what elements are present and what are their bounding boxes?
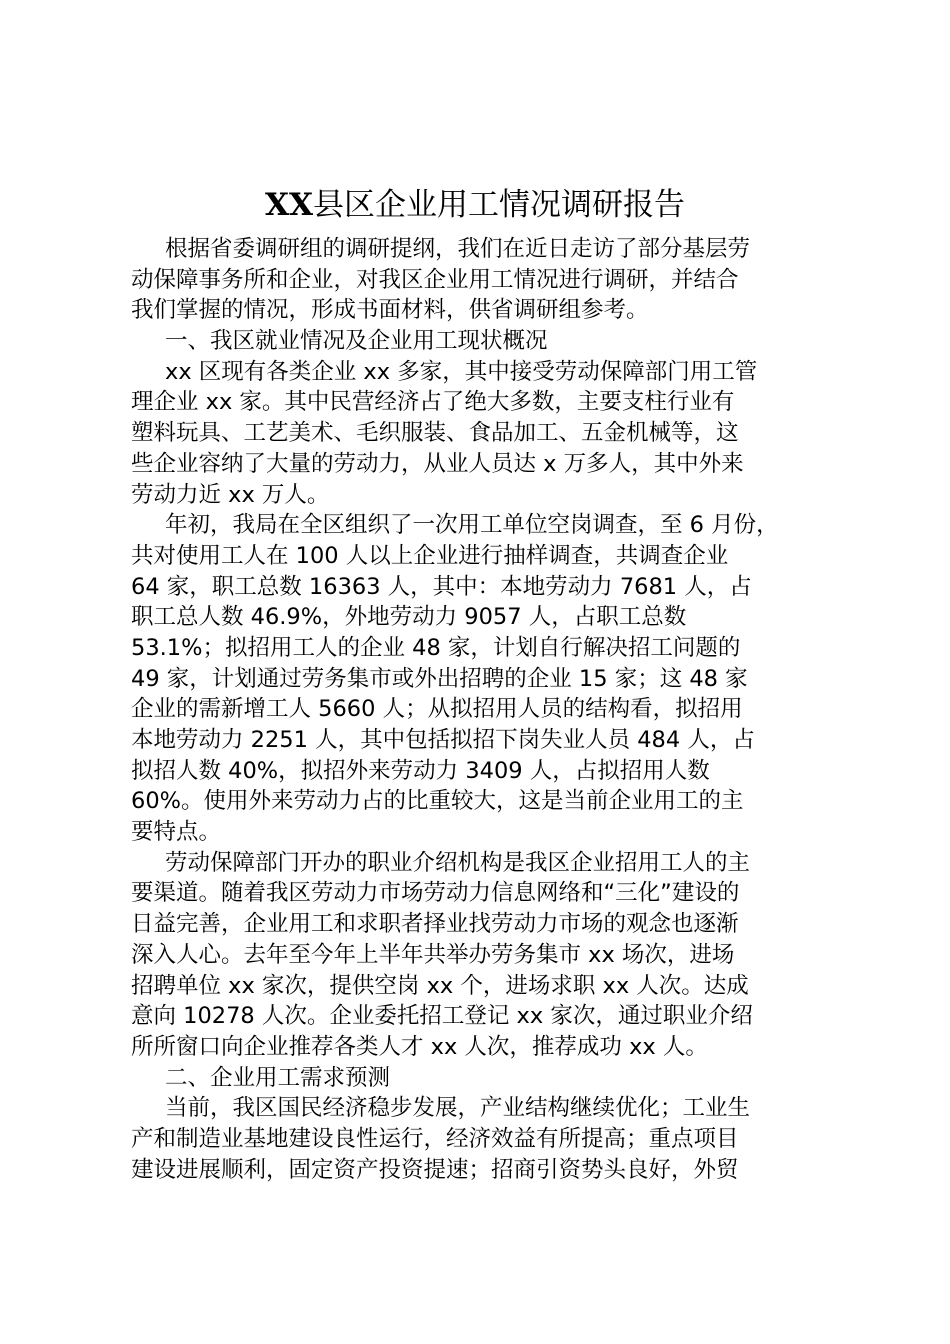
body-text-line: 要特点。 — [131, 819, 222, 846]
body-text-line: 我们掌握的情况，形成书面材料，供省调研组参考。 — [131, 297, 649, 324]
body-text-line: 49 家，计划通过劳务集市或外出招聘的企业 15 家；这 48 家 — [131, 665, 748, 692]
body-text-line: 塑料玩具、工艺美术、毛织服装、食品加工、五金机械等，这 — [131, 420, 739, 447]
body-text-line: 企业的需新增工人 5660 人；从拟招用人员的结构看，拟招用 — [131, 696, 743, 723]
body-text-line: 当前，我区国民经济稳步发展，产业结构继续优化；工业生 — [165, 1095, 751, 1122]
body-text-line: 根据省委调研组的调研提纲，我们在近日走访了部分基层劳 — [165, 236, 751, 262]
body-text-line: 建设进展顺利，固定资产投资提速；招商引资势头良好，外贸 — [131, 1156, 739, 1183]
body-text-line: 招聘单位 xx 家次，提供空岗 xx 个，进场求职 xx 人次。达成 — [131, 972, 749, 999]
body-text-line: 60%。使用外来劳动力占的比重较大，这是当前企业用工的主 — [131, 788, 744, 815]
body-text-line: 所所窗口向企业推荐各类人才 xx 人次，推荐成功 xx 人。 — [131, 1033, 708, 1060]
body-text-line: 共对使用工人在 100 人以上企业进行抽样调查，共调查企业 — [131, 542, 729, 569]
body-text-line: 年初，我局在全区组织了一次用工单位空岗调查，至 6 月份， — [165, 512, 779, 539]
body-text-line: 职工总人数 46.9%，外地劳动力 9057 人，占职工总数 — [131, 604, 687, 631]
body-text-line: 产和制造业基地建设良性运行，经济效益有所提高；重点项目 — [131, 1125, 739, 1152]
body-text-line: 53.1%；拟招用工人的企业 48 家，计划自行解决招工问题的 — [131, 634, 741, 661]
document-body — [131, 234, 851, 1185]
body-text-line: xx 区现有各类企业 xx 多家，其中接受劳动保障部门用工管 — [165, 358, 758, 385]
body-text-line: 二、企业用工需求预测 — [165, 1064, 391, 1091]
body-text-line: 日益完善，企业用工和求职者择业找劳动力市场的观念也逐渐 — [131, 911, 739, 938]
document-title-text: 县区企业用工情况调研报告 — [313, 187, 686, 223]
body-text-line: 要渠道。随着我区劳动力市场劳动力信息网络和“三化”建设的 — [131, 880, 740, 907]
document-title-prefix: XX — [264, 187, 314, 223]
body-text-line: 拟招人数 40%，拟招外来劳动力 3409 人，占拟招用人数 — [131, 757, 710, 784]
body-text-line: 些企业容纳了大量的劳动力，从业人员达 x 万多人，其中外来 — [131, 450, 744, 477]
body-text-line: 劳动力近 xx 万人。 — [131, 481, 330, 508]
body-text-line: 本地劳动力 2251 人，其中包括拟招下岗失业人员 484 人，占 — [131, 727, 755, 753]
body-text-line: 一、我区就业情况及企业用工现状概况 — [165, 328, 548, 355]
body-text-line: 劳动保障部门开办的职业介绍机构是我区企业招用工人的主 — [165, 849, 751, 876]
body-text-line: 意向 10278 人次。企业委托招工登记 xx 家次，通过职业介绍 — [131, 1003, 753, 1030]
document-title — [0, 183, 950, 227]
body-text-line: 理企业 xx 家。其中民营经济占了绝大多数，主要支柱行业有 — [131, 389, 735, 416]
body-text-line: 64 家，职工总数 16363 人，其中：本地劳动力 7681 人，占 — [131, 573, 752, 600]
body-text-line: 深入人心。去年至今年上半年共举办劳务集市 xx 场次，进场 — [131, 941, 735, 968]
body-text-line: 动保障事务所和企业，对我区企业用工情况进行调研，并结合 — [131, 266, 739, 293]
